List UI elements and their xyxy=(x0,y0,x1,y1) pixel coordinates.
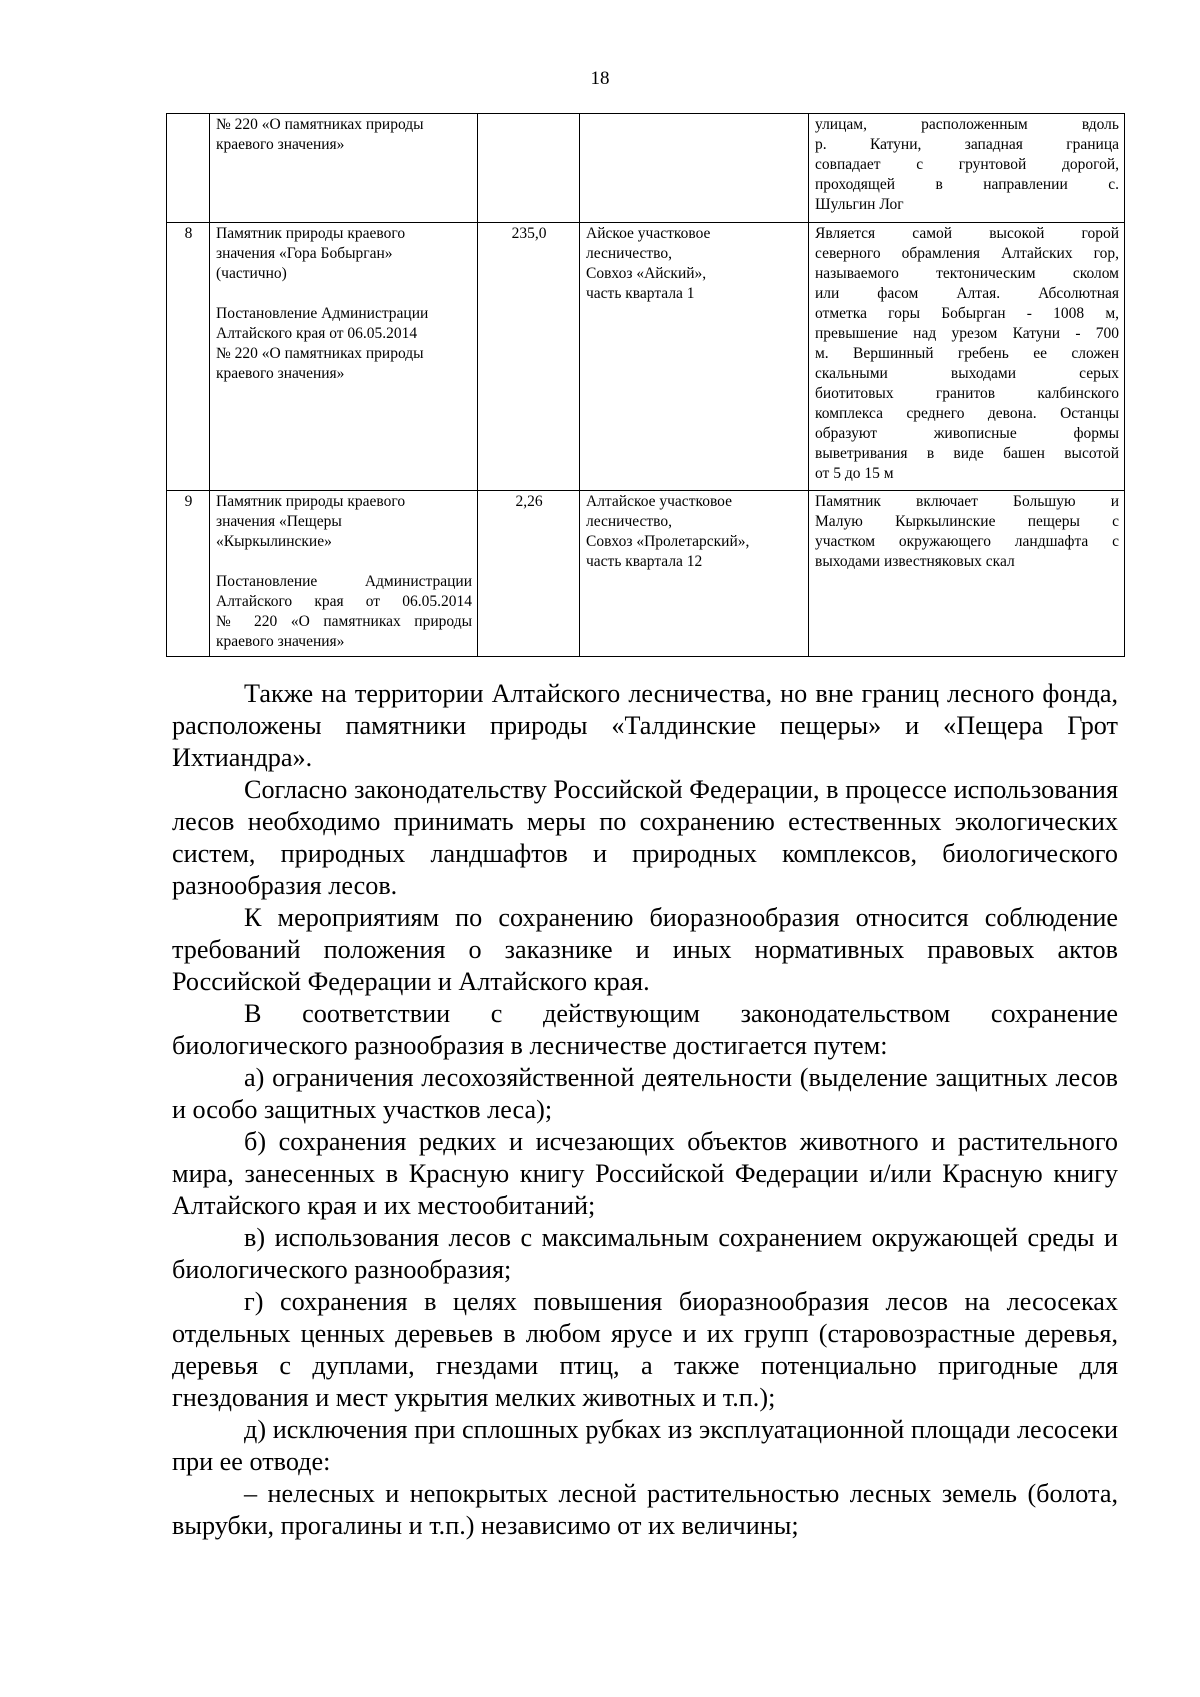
description-line: биотитовых гранитов калбинского xyxy=(815,385,1119,402)
description-line: Является самой высокой горой xyxy=(815,225,1119,242)
name-line: «Кыркылинские» xyxy=(216,533,332,550)
description-line: образуют живописные формы xyxy=(815,425,1119,442)
body-text xyxy=(172,678,1118,1542)
name-line: краевого значения» xyxy=(216,136,345,153)
location-line: Алтайское участковое xyxy=(586,493,732,510)
list-item: а) ограничения лесохозяйственной деятельности (выделение защитных лесов и особо защитных участков леса); xyxy=(172,1063,1118,1124)
monument-name-cell xyxy=(210,223,478,491)
description-line: совпадает с грунтовой дорогой, xyxy=(815,156,1119,173)
area-cell: 2,26 xyxy=(478,491,580,657)
location-cell xyxy=(580,114,809,223)
row-number-cell: 8 xyxy=(167,223,210,491)
table-row xyxy=(167,491,1125,657)
name-line: значения «Пещеры xyxy=(216,513,342,530)
cell-spacer xyxy=(216,284,472,304)
description-line: проходящей в направлении с. xyxy=(815,176,1119,193)
description-line: выходами известняковых скал xyxy=(815,553,1015,570)
description-line: выветривания в виде башен высотой xyxy=(815,445,1119,462)
description-line: улицам, расположенным вдоль xyxy=(815,116,1119,133)
description-line: м. Вершинный гребень ее сложен xyxy=(815,345,1119,362)
description-line: Малую Кыркылинские пещеры с xyxy=(815,513,1119,530)
location-line: часть квартала 12 xyxy=(586,553,703,570)
table-row xyxy=(167,114,1125,223)
row-number-cell xyxy=(167,114,210,223)
description-line: Памятник включает Большую и xyxy=(815,493,1119,510)
description-cell xyxy=(809,114,1125,223)
monument-name-cell xyxy=(210,491,478,657)
decree-line: Алтайского края от 06.05.2014 xyxy=(216,593,472,610)
description-line: от 5 до 15 м xyxy=(815,465,894,482)
location-cell xyxy=(580,491,809,657)
nature-monuments-table xyxy=(166,113,1125,657)
decree-line: Алтайского края от 06.05.2014 xyxy=(216,325,418,342)
description-line: Шульгин Лог xyxy=(815,196,904,213)
location-line: лесничество, xyxy=(586,245,673,262)
area-cell xyxy=(478,114,580,223)
decree-line: № 220 «О памятниках природы xyxy=(216,613,472,630)
description-cell xyxy=(809,491,1125,657)
location-line: Айское участковое xyxy=(586,225,711,242)
location-cell xyxy=(580,223,809,491)
decree-line: Постановление Администрации xyxy=(216,573,472,590)
decree-line: краевого значения» xyxy=(216,633,345,650)
description-line: р. Катуни, западная граница xyxy=(815,136,1119,153)
description-line: скальными выходами серых xyxy=(815,365,1119,382)
table-row xyxy=(167,223,1125,491)
name-line: № 220 «О памятниках природы xyxy=(216,116,424,133)
list-item: в) использования лесов с максимальным сохранением окружающей среды и биологического разнообразия; xyxy=(172,1223,1118,1284)
cell-spacer xyxy=(216,552,472,572)
description-cell xyxy=(809,223,1125,491)
paragraph: В соответствии с действующим законодательством сохранение биологического разнообразия в лесничестве достигается путем: xyxy=(172,999,1118,1060)
paragraph: Также на территории Алтайского лесничества, но вне границ лесного фонда, расположены памятники природы «Талдинские пещеры» и «Пещера Грот Ихтиандра». xyxy=(172,679,1118,772)
area-cell: 235,0 xyxy=(478,223,580,491)
list-item: г) сохранения в целях повышения биоразнообразия лесов на лесосеках отдельных ценных деревьев в любом ярусе и их групп (старовозрастные деревья, деревья с дуплами, гнездами птиц, а также потенциально пригодные для гнездования и мест укрытия мелких животных и т.п.); xyxy=(172,1287,1118,1412)
decree-line: краевого значения» xyxy=(216,365,345,382)
location-line: Совхоз «Пролетарский», xyxy=(586,533,750,550)
location-line: лесничество, xyxy=(586,513,673,530)
description-line: отметка горы Бобырган - 1008 м, xyxy=(815,305,1119,322)
paragraph: К мероприятиям по сохранению биоразнообразия относится соблюдение требований положения о заказнике и иных нормативных правовых актов Российской Федерации и Алтайского края. xyxy=(172,903,1118,996)
row-number-cell: 9 xyxy=(167,491,210,657)
description-line: северного обрамления Алтайских гор, xyxy=(815,245,1119,262)
decree-line: Постановление Администрации xyxy=(216,305,429,322)
decree-line: № 220 «О памятниках природы xyxy=(216,345,424,362)
description-line: комплекса среднего девона. Останцы xyxy=(815,405,1119,422)
description-line: превышение над урезом Катуни - 700 xyxy=(815,325,1119,342)
location-line: часть квартала 1 xyxy=(586,285,695,302)
name-line: значения «Гора Бобырган» xyxy=(216,245,393,262)
monument-name-cell xyxy=(210,114,478,223)
location-line: Совхоз «Айский», xyxy=(586,265,707,282)
description-line: называемого тектоническим сколом xyxy=(815,265,1119,282)
name-line: Памятник природы краевого xyxy=(216,225,406,242)
list-item: – нелесных и непокрытых лесной растительностью лесных земель (болота, вырубки, прогалины и т.п.) независимо от их величины; xyxy=(172,1479,1118,1540)
description-line: или фасом Алтая. Абсолютная xyxy=(815,285,1119,302)
list-item: д) исключения при сплошных рубках из эксплуатационной площади лесосеки при ее отводе: xyxy=(172,1415,1118,1476)
list-item: б) сохранения редких и исчезающих объектов животного и растительного мира, занесенных в Красную книгу Российской Федерации и/или Красную книгу Алтайского края и их местообитаний; xyxy=(172,1127,1118,1220)
description-line: участком окружающего ландшафта с xyxy=(815,533,1119,550)
page-number: 18 xyxy=(590,68,610,89)
name-line: Памятник природы краевого xyxy=(216,493,406,510)
name-line: (частично) xyxy=(216,265,287,282)
paragraph: Согласно законодательству Российской Федерации, в процессе использования лесов необходимо принимать меры по сохранению естественных экологических систем, природных ландшафтов и природных комплексов, биологического разнообразия лесов. xyxy=(172,775,1118,900)
